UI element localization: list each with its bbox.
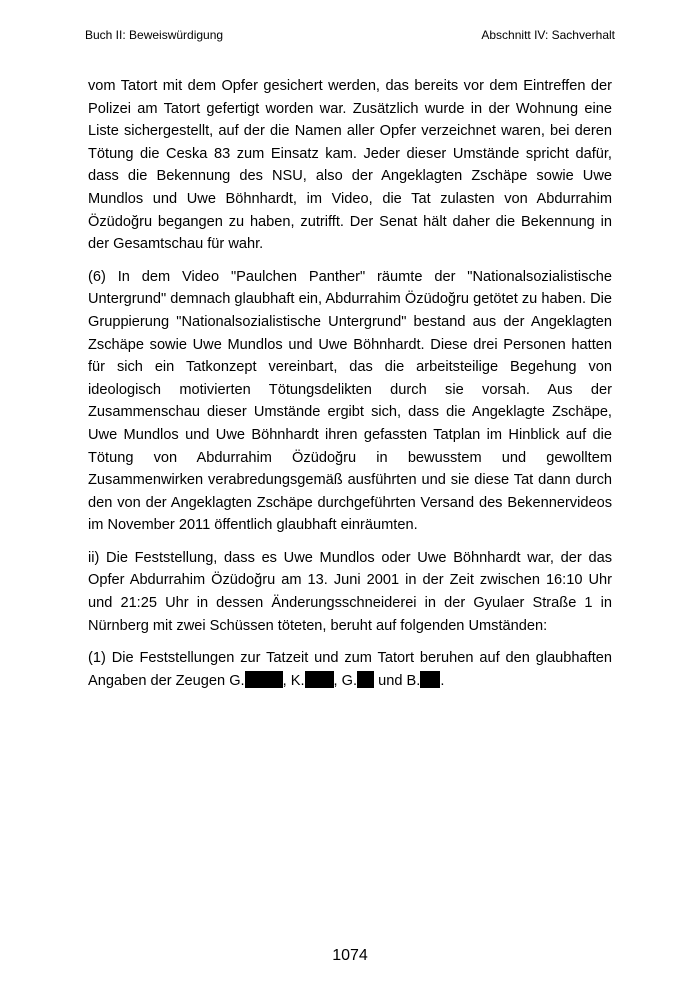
witness-3-initial: G. [341,672,358,689]
redaction-box [420,671,440,688]
sentence-end: . [440,672,445,689]
paragraph-1: vom Tatort mit dem Opfer gesichert werden, das bereits vor dem Eintreffen der Polizei am Tatort gefertigt worden war. Zusätzlich wurde in der Wohnung eine Liste sichergestellt, auf der die Namen aller Opfer verzeichnet waren, bei deren Tötung die Ceska 83 zum Einsatz kam. Jeder dieser Umstände spricht dafür, dass die Bekennung des NSU, also der Angeklagten Zschäpe sowie Uwe Mundlos und Uwe Böhnhardt, im Video, die Tat zulasten von Abdurrahim Özüdoğru begangen zu haben, zutrifft. Der Senat hält daher die Bekennung in der Gesamtschau für wahr. [88,78,612,253]
separator: , [282,672,287,689]
header-book-title: Buch II: Beweiswürdigung [85,28,224,42]
document-body [88,75,612,702]
page-number: 1074 [332,947,368,964]
redaction-box [305,671,334,688]
redaction-box [245,671,283,688]
page-header [85,27,615,43]
witness-2-initial: K. [290,672,305,689]
header-section-title: Abschnitt IV: Sachverhalt [481,28,615,42]
paragraph-4-text: (1) Die Feststellungen zur Tatzeit und zum Tatort beruhen auf den glaubhaften Angaben der Zeugen [88,650,612,689]
separator: , [333,672,338,689]
conjunction: und [378,672,403,689]
witness-1-initial: G. [229,672,245,689]
redaction-box [357,671,374,688]
witness-4-initial: B. [406,672,421,689]
paragraph-3: ii) Die Feststellung, dass es Uwe Mundlos oder Uwe Böhnhardt war, der das Opfer Abdurrahim Özüdoğru am 13. Juni 2001 in der Zeit zwischen 16:10 Uhr und 21:25 Uhr in dessen Änderungsschneiderei in der Gyulaer Straße 1 in Nürnberg mit zwei Schüssen töteten, beruht auf folgenden Umständen: [88,549,612,634]
paragraph-4 [88,647,612,692]
paragraph-2: (6) In dem Video "Paulchen Panther" räumte der "Nationalsozialistische Untergrund" demnach glaubhaft ein, Abdurrahim Özüdoğru getötet zu haben. Die Gruppierung "Nationalsozialistische Untergrund" bestand aus der Angeklagten Zschäpe sowie Uwe Mundlos und Uwe Böhnhardt. Diese drei Personen hatten für sich ein Tatkonzept vereinbart, das die arbeitsteilige Begehung von ideologisch motivierten Tötungsdelikten durch sie vorsah. Aus der Zusammenschau dieser Umstände ergibt sich, dass die Angeklagte Zschäpe, Uwe Mundlos und Uwe Böhnhardt ihren gefassten Tatplan im Hinblick auf die Tötung von Abdurrahim Özüdoğru in bewusstem und gewolltem Zusammenwirken verabredungsgemäß ausführten und sie diese Tat dann durch den von der Angeklagten Zschäpe durchgeführten Versand des Bekennervideos im November 2011 öffentlich glaubhaft einräumten. [88,268,612,534]
